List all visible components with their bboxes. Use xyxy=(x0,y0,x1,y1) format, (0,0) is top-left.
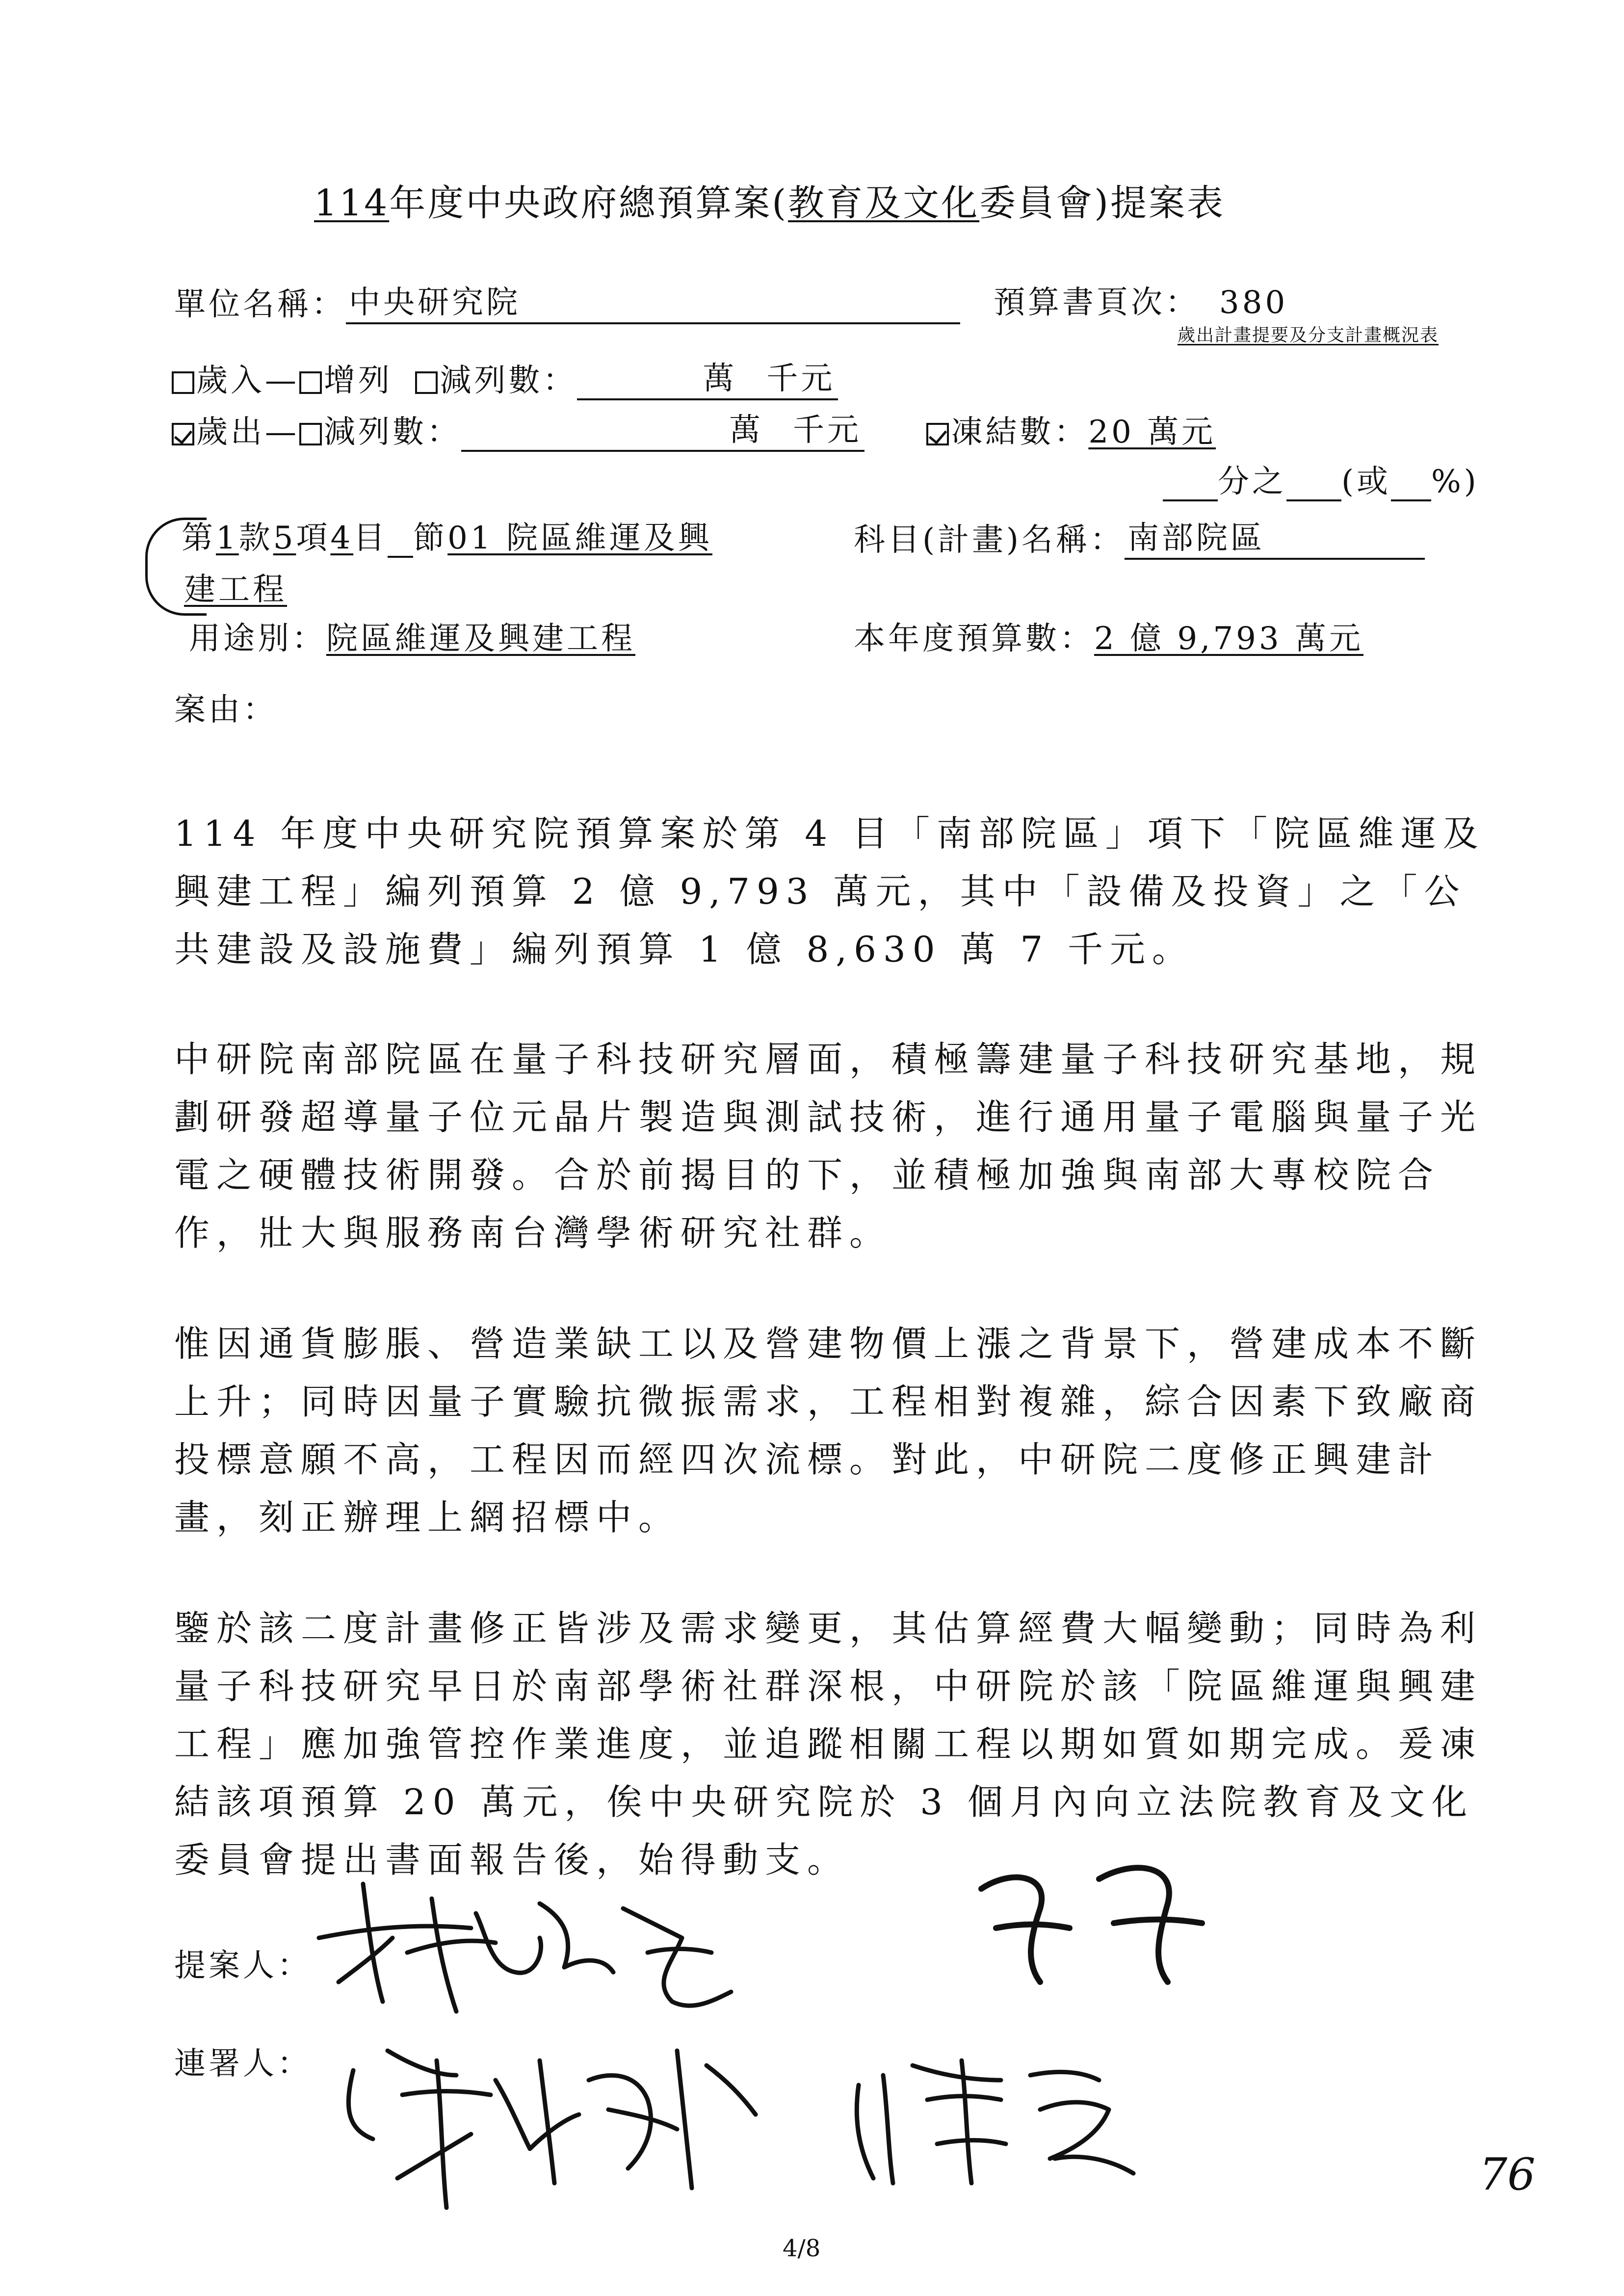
revenue-decrease-checkbox xyxy=(415,371,438,394)
proposer-signature-2 xyxy=(967,1845,1241,1992)
cosigner-signature-2 xyxy=(844,2036,1158,2193)
revenue-wan: 萬 xyxy=(703,361,737,397)
subject-value: 南部院區 xyxy=(1127,520,1265,556)
cosigner-signature-1 xyxy=(334,2021,775,2227)
paragraph-2: 中研院南部院區在量子科技研究層面，積極籌建量子科技研究基地，規劃研發超導量子位元晶片製造與測試技術，進行通用量子電腦與量子光電之硬體技術開發。合於前揭目的下，並積極加強與南部大專校院合作，壯大與服務南台灣學術研究社群。 xyxy=(174,1039,1483,1253)
unit-field xyxy=(346,277,960,324)
subject-row xyxy=(854,513,1425,560)
budget-page-value: 380 xyxy=(1219,285,1288,321)
revenue-checkbox xyxy=(172,371,194,394)
revenue-qian: 千元 xyxy=(766,361,836,397)
ratio-blank-3 xyxy=(1391,470,1431,501)
ratio-fen: 分之 xyxy=(1218,464,1286,500)
section-jie-blank xyxy=(388,531,413,558)
revenue-row xyxy=(172,353,838,400)
budget-page-label: 預算書頁次： xyxy=(994,285,1200,321)
expenditure-amount-field xyxy=(461,405,864,452)
section-jie-cont: 建工程 xyxy=(184,572,287,608)
expenditure-qian: 千元 xyxy=(793,412,862,448)
ratio-or: (或 xyxy=(1341,464,1391,500)
budget-year-row xyxy=(854,613,1363,658)
section-continuation xyxy=(184,564,287,609)
section-kuan-unit: 款 xyxy=(238,520,273,556)
revenue-prefix: 歲入— xyxy=(196,363,299,399)
section-kuan-label: 第 xyxy=(182,520,216,556)
cosigner-label: 連署人： xyxy=(174,2046,312,2082)
freeze-value: 20 萬元 xyxy=(1088,414,1216,450)
ratio-pct: %) xyxy=(1431,464,1479,500)
subject-label: 科目(計畫)名稱： xyxy=(854,522,1125,558)
section-xiang: 5 xyxy=(273,520,296,556)
revenue-amount-field xyxy=(577,353,838,400)
unit-value: 中央研究院 xyxy=(349,285,521,321)
ratio-blank-2 xyxy=(1286,470,1341,501)
ratio-row xyxy=(1163,456,1479,501)
section-kuan: 1 xyxy=(216,520,239,556)
handwritten-page-number: 76 xyxy=(1479,2149,1536,2200)
section-jie-value: 01 院區維運及興 xyxy=(447,520,712,556)
expenditure-prefix: 歲出— xyxy=(196,414,299,450)
paragraph-3: 惟因通貨膨脹、營造業缺工以及營建物價上漲之背景下，營建成本不斷上升；同時因量子實驗抗微振需求，工程相對複雜，綜合因素下致廠商投標意願不高，工程因而經四次流標。對此，中研院二度修正興建計畫，刻正辦理上網招標中。 xyxy=(174,1323,1483,1538)
purpose-label: 用途別： xyxy=(189,621,326,657)
title-year: 114 xyxy=(314,182,390,224)
page-title xyxy=(314,174,1225,226)
budget-page-note: 歲出計畫提要及分支計畫概況表 xyxy=(1178,325,1439,345)
section-mu-unit: 目 xyxy=(353,520,388,556)
budget-year-value: 2 億 9,793 萬元 xyxy=(1094,621,1363,657)
proposer-signature xyxy=(309,1854,751,2021)
expenditure-decrease-checkbox xyxy=(299,423,322,445)
paragraph-1: 114 年度中央研究院預算案於第 4 目「南部院區」項下「院區維運及興建工程」編列預算 2 億 9,793 萬元，其中「設備及投資」之「公共建設及設施費」編列預算 1 億 8,630 萬 7 千元。 xyxy=(174,813,1485,970)
revenue-decrease-label: 減列數： xyxy=(440,363,577,399)
title-committee: 教育及文化 xyxy=(788,182,980,224)
freeze-label: 凍結數： xyxy=(951,414,1089,450)
expenditure-row xyxy=(172,405,1216,452)
case-label: 案由： xyxy=(174,692,277,728)
unit-row xyxy=(174,277,960,324)
subject-field xyxy=(1125,513,1425,560)
revenue-increase-checkbox xyxy=(299,371,322,394)
budget-page-row xyxy=(994,277,1288,322)
freeze-checkbox xyxy=(926,423,949,445)
section-jie-unit: 節 xyxy=(413,520,448,556)
budget-year-label: 本年度預算數： xyxy=(854,621,1094,657)
section-row xyxy=(182,513,712,558)
section-mu: 4 xyxy=(330,520,354,556)
paragraph-4: 鑒於該二度計畫修正皆涉及需求變更，其估算經費大幅變動；同時為利量子科技研究早日於南部學術社群深根，中研院於該「院區維運與興建工程」應加強管控作業進度，並追蹤相關工程以期如質如期完成。爰凍結該項預算 20 萬元，俟中央研究院於 3 個月內向立法院教育及文化委員會提出書面報告後，始得動支。 xyxy=(174,1608,1483,1880)
proposer-label: 提案人： xyxy=(174,1948,312,1984)
unit-label: 單位名稱： xyxy=(174,287,346,323)
expenditure-wan: 萬 xyxy=(729,412,763,448)
title-part-b: 委員會)提案表 xyxy=(979,182,1225,224)
revenue-increase-label: 增列 xyxy=(324,363,393,399)
title-part-a: 年度中央政府總預算案( xyxy=(389,182,788,224)
footer-page-indicator: 4/8 xyxy=(783,2235,821,2262)
expenditure-decrease-label: 減列數： xyxy=(324,414,461,450)
section-xiang-unit: 項 xyxy=(296,520,331,556)
ratio-blank-1 xyxy=(1163,470,1218,501)
purpose-value: 院區維運及興建工程 xyxy=(326,621,635,657)
expenditure-checkbox xyxy=(172,423,194,445)
purpose-row xyxy=(189,613,635,658)
